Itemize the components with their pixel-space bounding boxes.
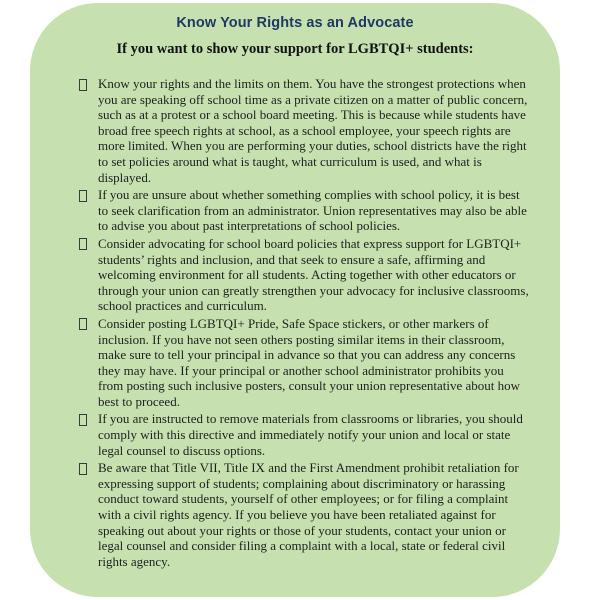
bullet-text: Know your rights and the limits on them. You have the strongest protections when you are speaking off school time as a private citizen on a matter of public concern, such as at a protest or a school board meeting. This is because while students have broad free speech rights at school, as a school employee, your speech rights are more limited. When you are performing your duties, school districts have the right to set policies around what is taught, what curriculum is used, and what is displayed. <box>98 76 528 185</box>
list-item <box>78 236 530 314</box>
bullet-text: Be aware that Title VII, Title IX and the First Amendment prohibit retaliation for expressing support of students; complaining about discriminatory or harassing conduct toward students, yourself of other employees; or for filing a complaint with a civil rights agency. If you believe you have been retaliated against for speaking out about your rights or those of your students, contact your union or legal counsel and consider filing a complaint with a local, state or federal civil rights agency. <box>98 460 519 569</box>
square-bullet-icon <box>79 190 87 202</box>
list-item <box>78 187 530 234</box>
list-item <box>78 76 530 185</box>
card-subtitle: If you want to show your support for LGBTQI+ students: <box>116 41 474 57</box>
square-bullet-icon <box>79 79 87 91</box>
bullet-text: If you are unsure about whether something complies with school policy, it is best to seek clarification from an administrator. Union representatives may also be able to advise you about past interpretations of school policies. <box>98 187 527 234</box>
list-item <box>78 411 530 458</box>
list-item <box>78 460 530 569</box>
bullet-list <box>30 76 560 569</box>
card-title: Know Your Rights as an Advocate <box>176 15 414 31</box>
bullet-text: If you are instructed to remove materials from classrooms or libraries, you should comply with this directive and immediately notify your union and local or state legal counsel to discuss options. <box>98 411 523 458</box>
bullet-text: Consider advocating for school board policies that express support for LGBTQI+ students’ rights and inclusion, and that seek to ensure a safe, affirming and welcoming environment for all students. Acting together with other educators or through your union can greatly strengthen your advocacy for inclusive classrooms, school practices and curriculum. <box>98 235 529 314</box>
bullet-text: Consider posting LGBTQI+ Pride, Safe Space stickers, or other markers of inclusion. If you have not seen others posting similar items in their classroom, make sure to tell your principal in advance so that you can address any concerns they may have. If your principal or another school administrator prohibits you from posting such inclusive posters, consult your union representative about how best to proceed. <box>98 315 521 409</box>
square-bullet-icon <box>79 414 87 426</box>
square-bullet-icon <box>79 238 87 250</box>
rights-card <box>30 3 560 597</box>
square-bullet-icon <box>79 463 87 475</box>
square-bullet-icon <box>79 318 87 330</box>
list-item <box>78 316 530 410</box>
